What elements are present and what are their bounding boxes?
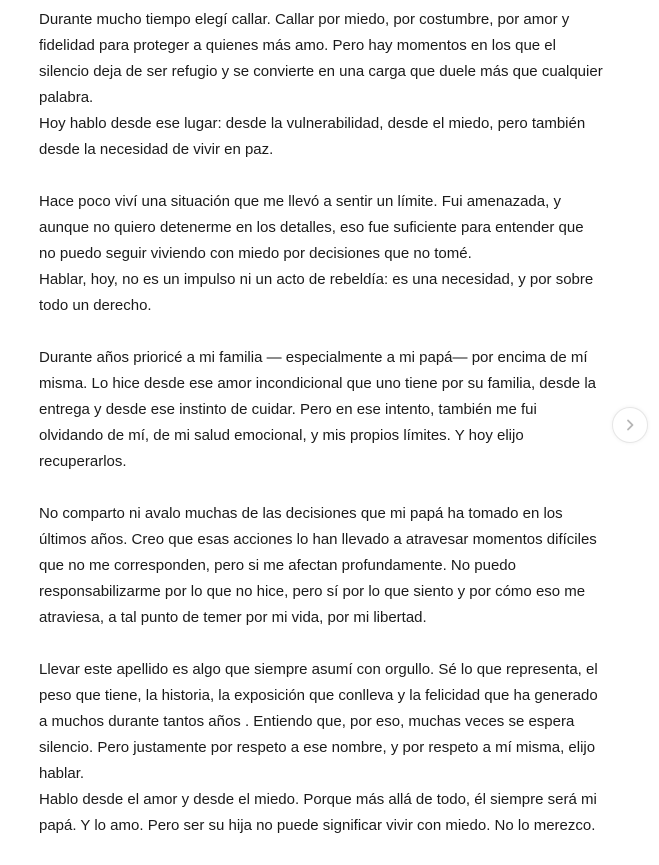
paragraph-3 <box>39 345 639 475</box>
text-line: Durante mucho tiempo elegí callar. Callar por miedo, por costumbre, por amor y <box>39 11 570 28</box>
paragraph-4 <box>39 501 639 631</box>
text-line: que no me corresponden, pero si me afectan profundamente. No puedo <box>39 557 516 574</box>
text-line: responsabilizarme por lo que no hice, pero sí por lo que siento y por cómo eso me <box>39 583 586 600</box>
text-line: entrega y desde ese instinto de cuidar. Pero en ese intento, también me fui <box>39 401 537 418</box>
text-line: no puedo seguir viviendo con miedo por decisiones que no tomé. <box>39 245 472 262</box>
text-line: misma. Lo hice desde ese amor incondicional que uno tiene por su familia, desde la <box>39 375 596 392</box>
text-line: peso que tiene, la historia, la exposición que conlleva y la felicidad que ha generado <box>39 687 598 704</box>
statement-document <box>39 7 639 865</box>
text-line: Hablo desde el amor y desde el miedo. Porque más allá de todo, él siempre será mi <box>39 791 597 808</box>
text-line: Hoy hablo desde ese lugar: desde la vulnerabilidad, desde el miedo, pero también <box>39 115 586 132</box>
text-line: Hablar, hoy, no es un impulso ni un acto de rebeldía: es una necesidad, y por sobre <box>39 271 594 288</box>
text-line: papá. Y lo amo. Pero ser su hija no puede significar vivir con miedo. No lo merezco. <box>39 817 596 834</box>
text-line: recuperarlos. <box>39 453 127 470</box>
paragraph-1 <box>39 7 639 163</box>
text-line: aunque no quiero detenerme en los detalles, eso fue suficiente para entender que <box>39 219 584 236</box>
text-line: No comparto ni avalo muchas de las decisiones que mi papá ha tomado en los <box>39 505 563 522</box>
paragraph-5 <box>39 657 639 839</box>
text-line: fidelidad para proteger a quienes más amo. Pero hay momentos en los que el <box>39 37 556 54</box>
next-slide-button[interactable] <box>612 407 648 443</box>
text-line: a muchos durante tantos años . Entiendo que, por eso, muchas veces se espera <box>39 713 575 730</box>
text-line: silencio deja de ser refugio y se convierte en una carga que duele más que cualquier <box>39 63 603 80</box>
text-line: atraviesa, a tal punto de temer por mi vida, por mi libertad. <box>39 609 427 626</box>
text-line: olvidando de mí, de mi salud emocional, y mis propios límites. Y hoy elijo <box>39 427 524 444</box>
chevron-right-icon <box>623 418 637 432</box>
text-line: Llevar este apellido es algo que siempre asumí con orgullo. Sé lo que representa, el <box>39 661 598 678</box>
text-line: Durante años prioricé a mi familia — especialmente a mi papá— por encima de mí <box>39 349 588 366</box>
text-line: palabra. <box>39 89 94 106</box>
paragraph-2 <box>39 189 639 319</box>
text-line: últimos años. Creo que esas acciones lo han llevado a atravesar momentos difíciles <box>39 531 597 548</box>
text-line: silencio. Pero justamente por respeto a ese nombre, y por respeto a mí misma, elijo <box>39 739 596 756</box>
text-line: todo un derecho. <box>39 297 152 314</box>
text-line: hablar. <box>39 765 85 782</box>
text-line: desde la necesidad de vivir en paz. <box>39 141 274 158</box>
text-line: Hace poco viví una situación que me llevó a sentir un límite. Fui amenazada, y <box>39 193 561 210</box>
